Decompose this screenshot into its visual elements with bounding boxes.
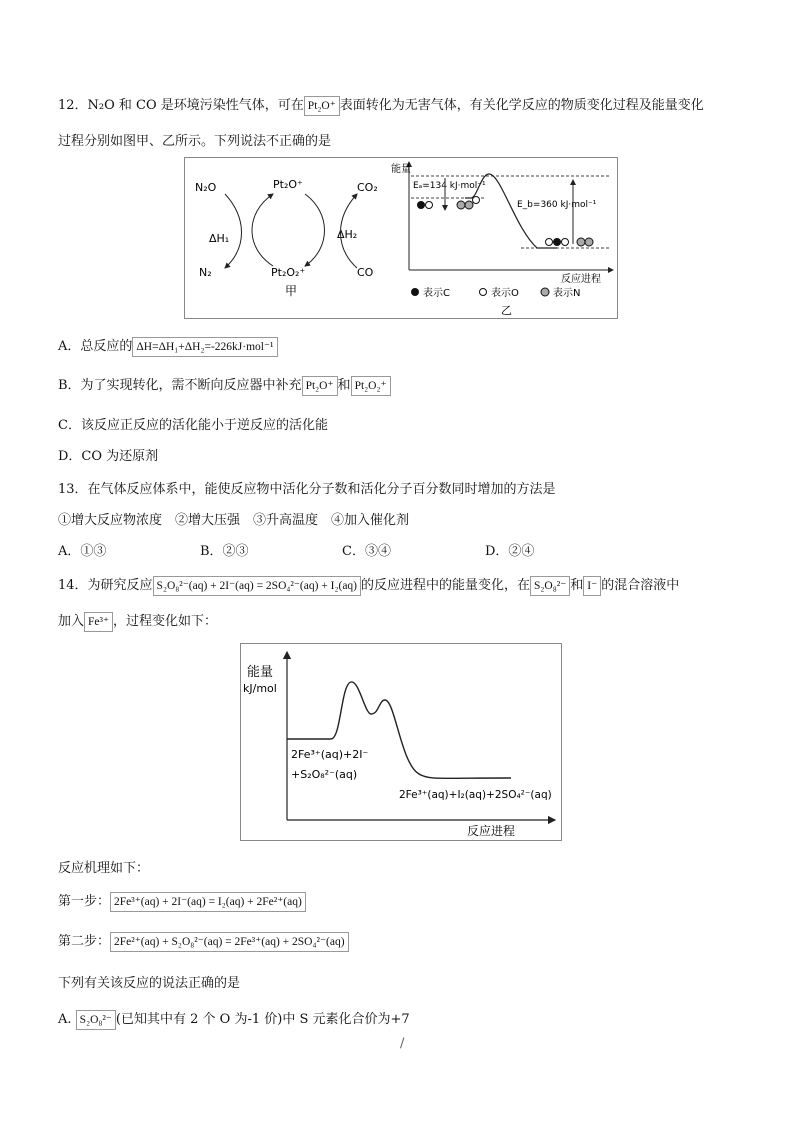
- caption-yi: 乙: [501, 304, 512, 317]
- q14-reactant-line1: 2Fe³⁺(aq)+2I⁻: [291, 748, 369, 761]
- q12-option-a-formula-box: ΔH=ΔH₁+ΔH₂=-226kJ·mol⁻¹: [132, 337, 277, 357]
- q13-option-b: B．②③: [200, 544, 249, 559]
- fig-b-ylabel: 能量: [391, 164, 411, 175]
- q12-stem-line1: [58, 94, 704, 116]
- q14-line2-b: ，过程变化如下：: [113, 614, 218, 629]
- q14-intro-c: 的混合溶液中: [601, 578, 680, 593]
- q14-energy-curve: [287, 682, 511, 778]
- q13-stem: 13．在气体反应体系中，能使反应物中活化分子数和活化分子百分数同时增加的方法是: [58, 482, 556, 497]
- q14-stem-line2: [58, 610, 217, 632]
- q13-option-d: D．②④: [485, 544, 535, 559]
- label-n2o: N₂O: [195, 181, 217, 194]
- q14-product-label: 2Fe³⁺(aq)+I₂(aq)+2SO₄²⁻(aq): [399, 789, 552, 801]
- arrow-pt2o-cycle-right: [305, 194, 325, 266]
- q14-step2-equation-box: 2Fe²⁺(aq) + S₂O₈²⁻(aq) = 2Fe³⁺(aq) + 2SO₄²⁻(aq): [110, 932, 349, 952]
- q12-intro-b: 表面转化为无害气体，有关化学反应的物质变化过程及能量变化: [339, 98, 704, 113]
- q14-s2o8-box: S₂O₈²⁻: [530, 576, 570, 596]
- q14-step1-equation-box: 2Fe³⁺(aq) + 2I⁻(aq) = I₂(aq) + 2Fe²⁺(aq): [110, 892, 306, 912]
- q14-question: 下列有关该反应的说法正确的是: [58, 976, 241, 991]
- arrow-pt2o-cycle-left: [252, 194, 273, 266]
- q13-option-c: C．③④: [342, 544, 391, 559]
- label-dh1: ΔH₁: [209, 232, 230, 245]
- fig-b-eb-label: E_b=360 kJ·mol⁻¹: [517, 200, 597, 210]
- q12-option-b-box2: Pt₂O₂⁺: [351, 376, 391, 396]
- q14-step2-label: 第二步：: [58, 934, 111, 949]
- label-n2: N₂: [199, 266, 212, 279]
- q12-option-b-box1: Pt₂O⁺: [302, 376, 338, 396]
- label-dh2: ΔH₂: [337, 228, 358, 241]
- footer-mark: /: [400, 1036, 405, 1051]
- q14-step1: [58, 890, 306, 912]
- legend-o: 表示O: [491, 288, 519, 299]
- catalyst-formula-box: Pt₂O⁺: [304, 96, 340, 116]
- legend-c: 表示C: [423, 288, 450, 299]
- fig-b-legend: [411, 286, 580, 299]
- q12-option-a: [58, 335, 278, 357]
- caption-jia: 甲: [285, 284, 298, 298]
- q12-figure: [184, 157, 618, 319]
- fig-b-product-molecules: [546, 238, 594, 246]
- label-pt2o2: Pt₂O₂⁺: [271, 266, 306, 279]
- q14-ylabel: 能量: [247, 665, 274, 680]
- q14-reactant-line2: +S₂O₈²⁻(aq): [291, 768, 358, 781]
- q14-fe3-box: Fe³⁺: [84, 612, 113, 632]
- q14-intro-b: 的反应进程中的能量变化，在: [361, 578, 531, 593]
- q12-option-a-text: A．总反应的: [58, 339, 133, 354]
- label-co: CO: [357, 266, 374, 279]
- label-co2: CO₂: [357, 181, 378, 194]
- q12-option-b: [58, 374, 391, 396]
- q14-figure-svg: [241, 644, 561, 840]
- q14-yunit: kJ/mol: [243, 682, 277, 695]
- q14-mechanism-title: 反应机理如下：: [58, 861, 150, 876]
- q14-and: 和: [570, 578, 584, 593]
- q12-option-d: D．CO 为还原剂: [58, 449, 159, 464]
- q12-option-c: C．该反应正反应的活化能小于逆反应的活化能: [58, 418, 328, 433]
- q14-option-a-text: (已知其中有 2 个 O 为-1 价)中 S 元素化合价为+7: [115, 1012, 410, 1027]
- q14-step1-label: 第一步：: [58, 894, 111, 909]
- q14-option-a-label: A.: [58, 1012, 72, 1027]
- fig-b-xlabel: 反应进程: [561, 274, 601, 285]
- q14-option-a: [58, 1008, 410, 1030]
- q14-reaction-box: S₂O₈²⁻(aq) + 2I⁻(aq) = 2SO₄²⁻(aq) + I₂(aq): [153, 576, 361, 596]
- q14-intro-a: 14．为研究反应: [58, 578, 153, 593]
- q14-iodide-box: I⁻: [583, 576, 601, 596]
- q12-option-b-and: 和: [337, 378, 351, 393]
- q12-option-b-text: B．为了实现转化，需不断向反应器中补充: [58, 378, 302, 393]
- q13-option-a: A．①③: [58, 544, 107, 559]
- label-pt2o-top: Pt₂O⁺: [273, 178, 303, 191]
- fig-b-ea-label: Eₐ=134 kJ·mol⁻¹: [413, 181, 486, 191]
- q14-xlabel: 反应进程: [467, 824, 516, 838]
- q14-figure: [240, 643, 562, 841]
- arrow-n2o-to-n2: [225, 194, 242, 268]
- q13-methods: ①增大反应物浓度 ②增大压强 ③升高温度 ④加入催化剂: [58, 513, 410, 528]
- q12-intro-a: 12．N₂O 和 CO 是环境污染性气体，可在: [58, 98, 304, 113]
- q12-figure-svg: [185, 158, 617, 318]
- q14-stem-line1: [58, 574, 679, 596]
- q12-stem-line2: 过程分别如图甲、乙所示。下列说法不正确的是: [58, 134, 332, 149]
- q14-option-a-box: S₂O₈²⁻: [76, 1010, 116, 1030]
- q14-step2: [58, 930, 349, 952]
- legend-n: 表示N: [553, 288, 581, 299]
- q14-line2-a: 加入: [58, 614, 85, 629]
